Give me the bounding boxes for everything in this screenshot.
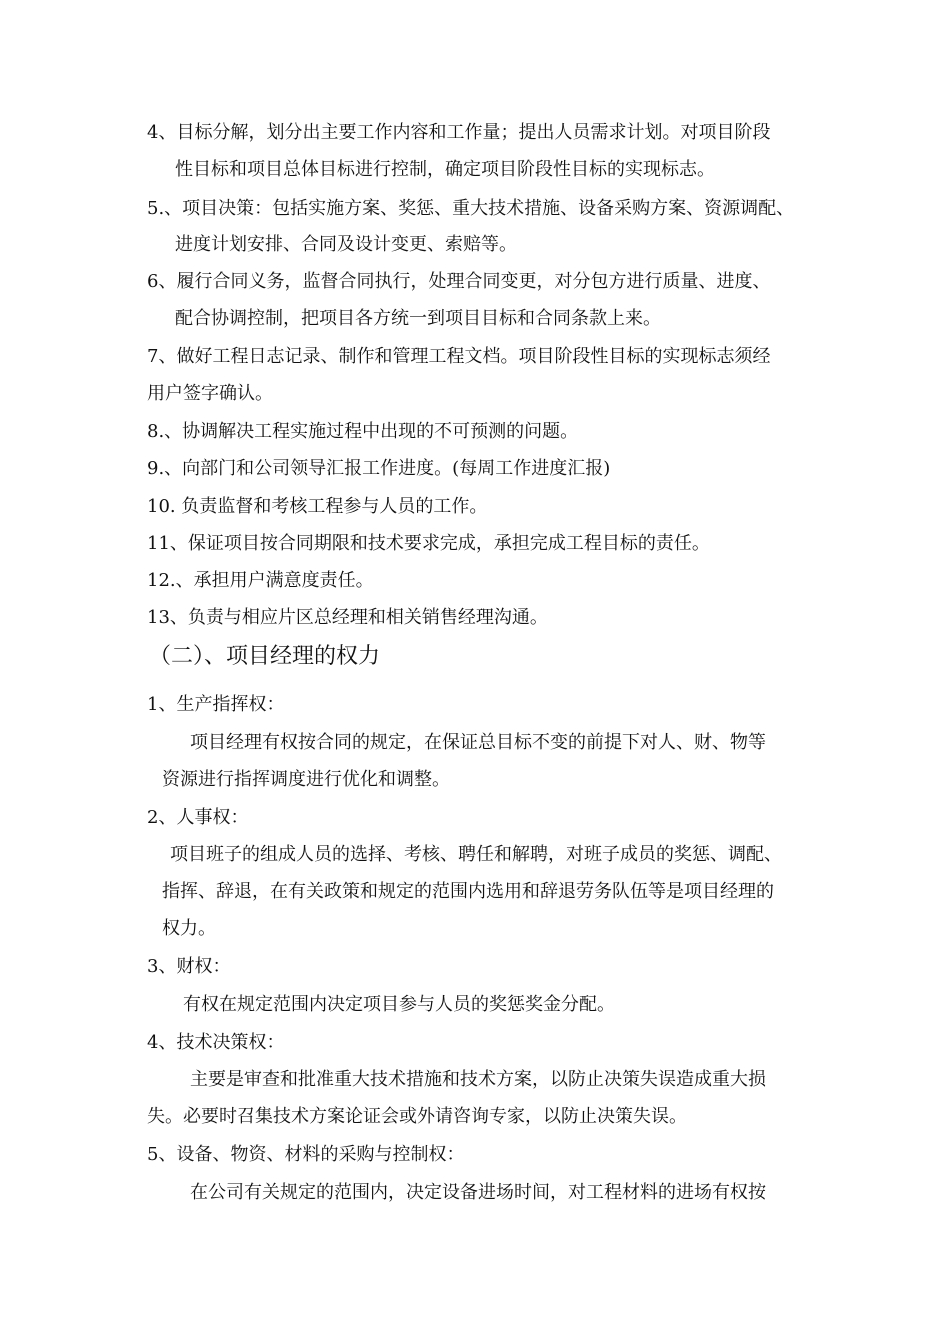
duty-item-8: 8.、协调解决工程实施过程中出现的不可预测的问题。 — [147, 421, 579, 442]
power-1-line-2: 资源进行指挥调度进行优化和调整。 — [162, 769, 450, 790]
duty-item-5-line-1: 5.、项目决策：包括实施方案、奖惩、重大技术措施、设备采购方案、资源调配、 — [147, 198, 795, 219]
power-2-line-3: 权力。 — [162, 918, 216, 939]
duty-item-12: 12.、承担用户满意度责任。 — [147, 570, 374, 591]
power-1-line-1: 项目经理有权按合同的规定，在保证总目标不变的前提下对人、财、物等 — [190, 732, 766, 753]
power-2-title: 2、人事权： — [147, 807, 249, 828]
power-1-title: 1、生产指挥权： — [147, 694, 285, 715]
power-4-line-1: 主要是审查和批准重大技术措施和技术方案，以防止决策失误造成重大损 — [190, 1069, 766, 1090]
duty-item-7-line-2: 用户签字确认。 — [147, 383, 273, 404]
duty-item-13: 13、负责与相应片区总经理和相关销售经理沟通。 — [147, 607, 548, 628]
duty-item-11: 11、保证项目按合同期限和技术要求完成，承担完成工程目标的责任。 — [147, 533, 710, 554]
duty-item-10: 10. 负责监督和考核工程参与人员的工作。 — [147, 496, 488, 517]
duty-item-4-line-2: 性目标和项目总体目标进行控制，确定项目阶段性目标的实现标志。 — [175, 159, 715, 180]
section-heading: （二）、项目经理的权力 — [149, 644, 381, 669]
duty-item-4-line-1: 4、目标分解，划分出主要工作内容和工作量；提出人员需求计划。对项目阶段 — [147, 122, 771, 143]
power-4-title: 4、技术决策权： — [147, 1032, 285, 1053]
duty-item-6-line-2: 配合协调控制，把项目各方统一到项目目标和合同条款上来。 — [175, 308, 661, 329]
power-5-title: 5、设备、物资、材料的采购与控制权： — [147, 1144, 465, 1165]
duty-item-7-line-1: 7、做好工程日志记录、制作和管理工程文档。项目阶段性目标的实现标志须经 — [147, 346, 771, 367]
power-2-line-2: 指挥、辞退，在有关政策和规定的范围内选用和辞退劳务队伍等是项目经理的 — [162, 881, 774, 902]
power-5-line-1: 在公司有关规定的范围内，决定设备进场时间，对工程材料的进场有权按 — [190, 1182, 766, 1203]
duty-item-9: 9.、向部门和公司领导汇报工作进度。(每周工作进度汇报) — [147, 458, 611, 479]
power-2-line-1: 项目班子的组成人员的选择、考核、聘任和解聘，对班子成员的奖惩、调配、 — [170, 844, 782, 865]
duty-item-6-line-1: 6、履行合同义务，监督合同执行，处理合同变更，对分包方进行质量、进度、 — [147, 271, 771, 292]
power-4-line-2: 失。必要时召集技术方案论证会或外请咨询专家，以防止决策失误。 — [147, 1106, 687, 1127]
duty-item-5-line-2: 进度计划安排、合同及设计变更、索赔等。 — [175, 234, 517, 255]
power-3-title: 3、财权： — [147, 956, 231, 977]
power-3-line-1: 有权在规定范围内决定项目参与人员的奖惩奖金分配。 — [183, 994, 615, 1015]
